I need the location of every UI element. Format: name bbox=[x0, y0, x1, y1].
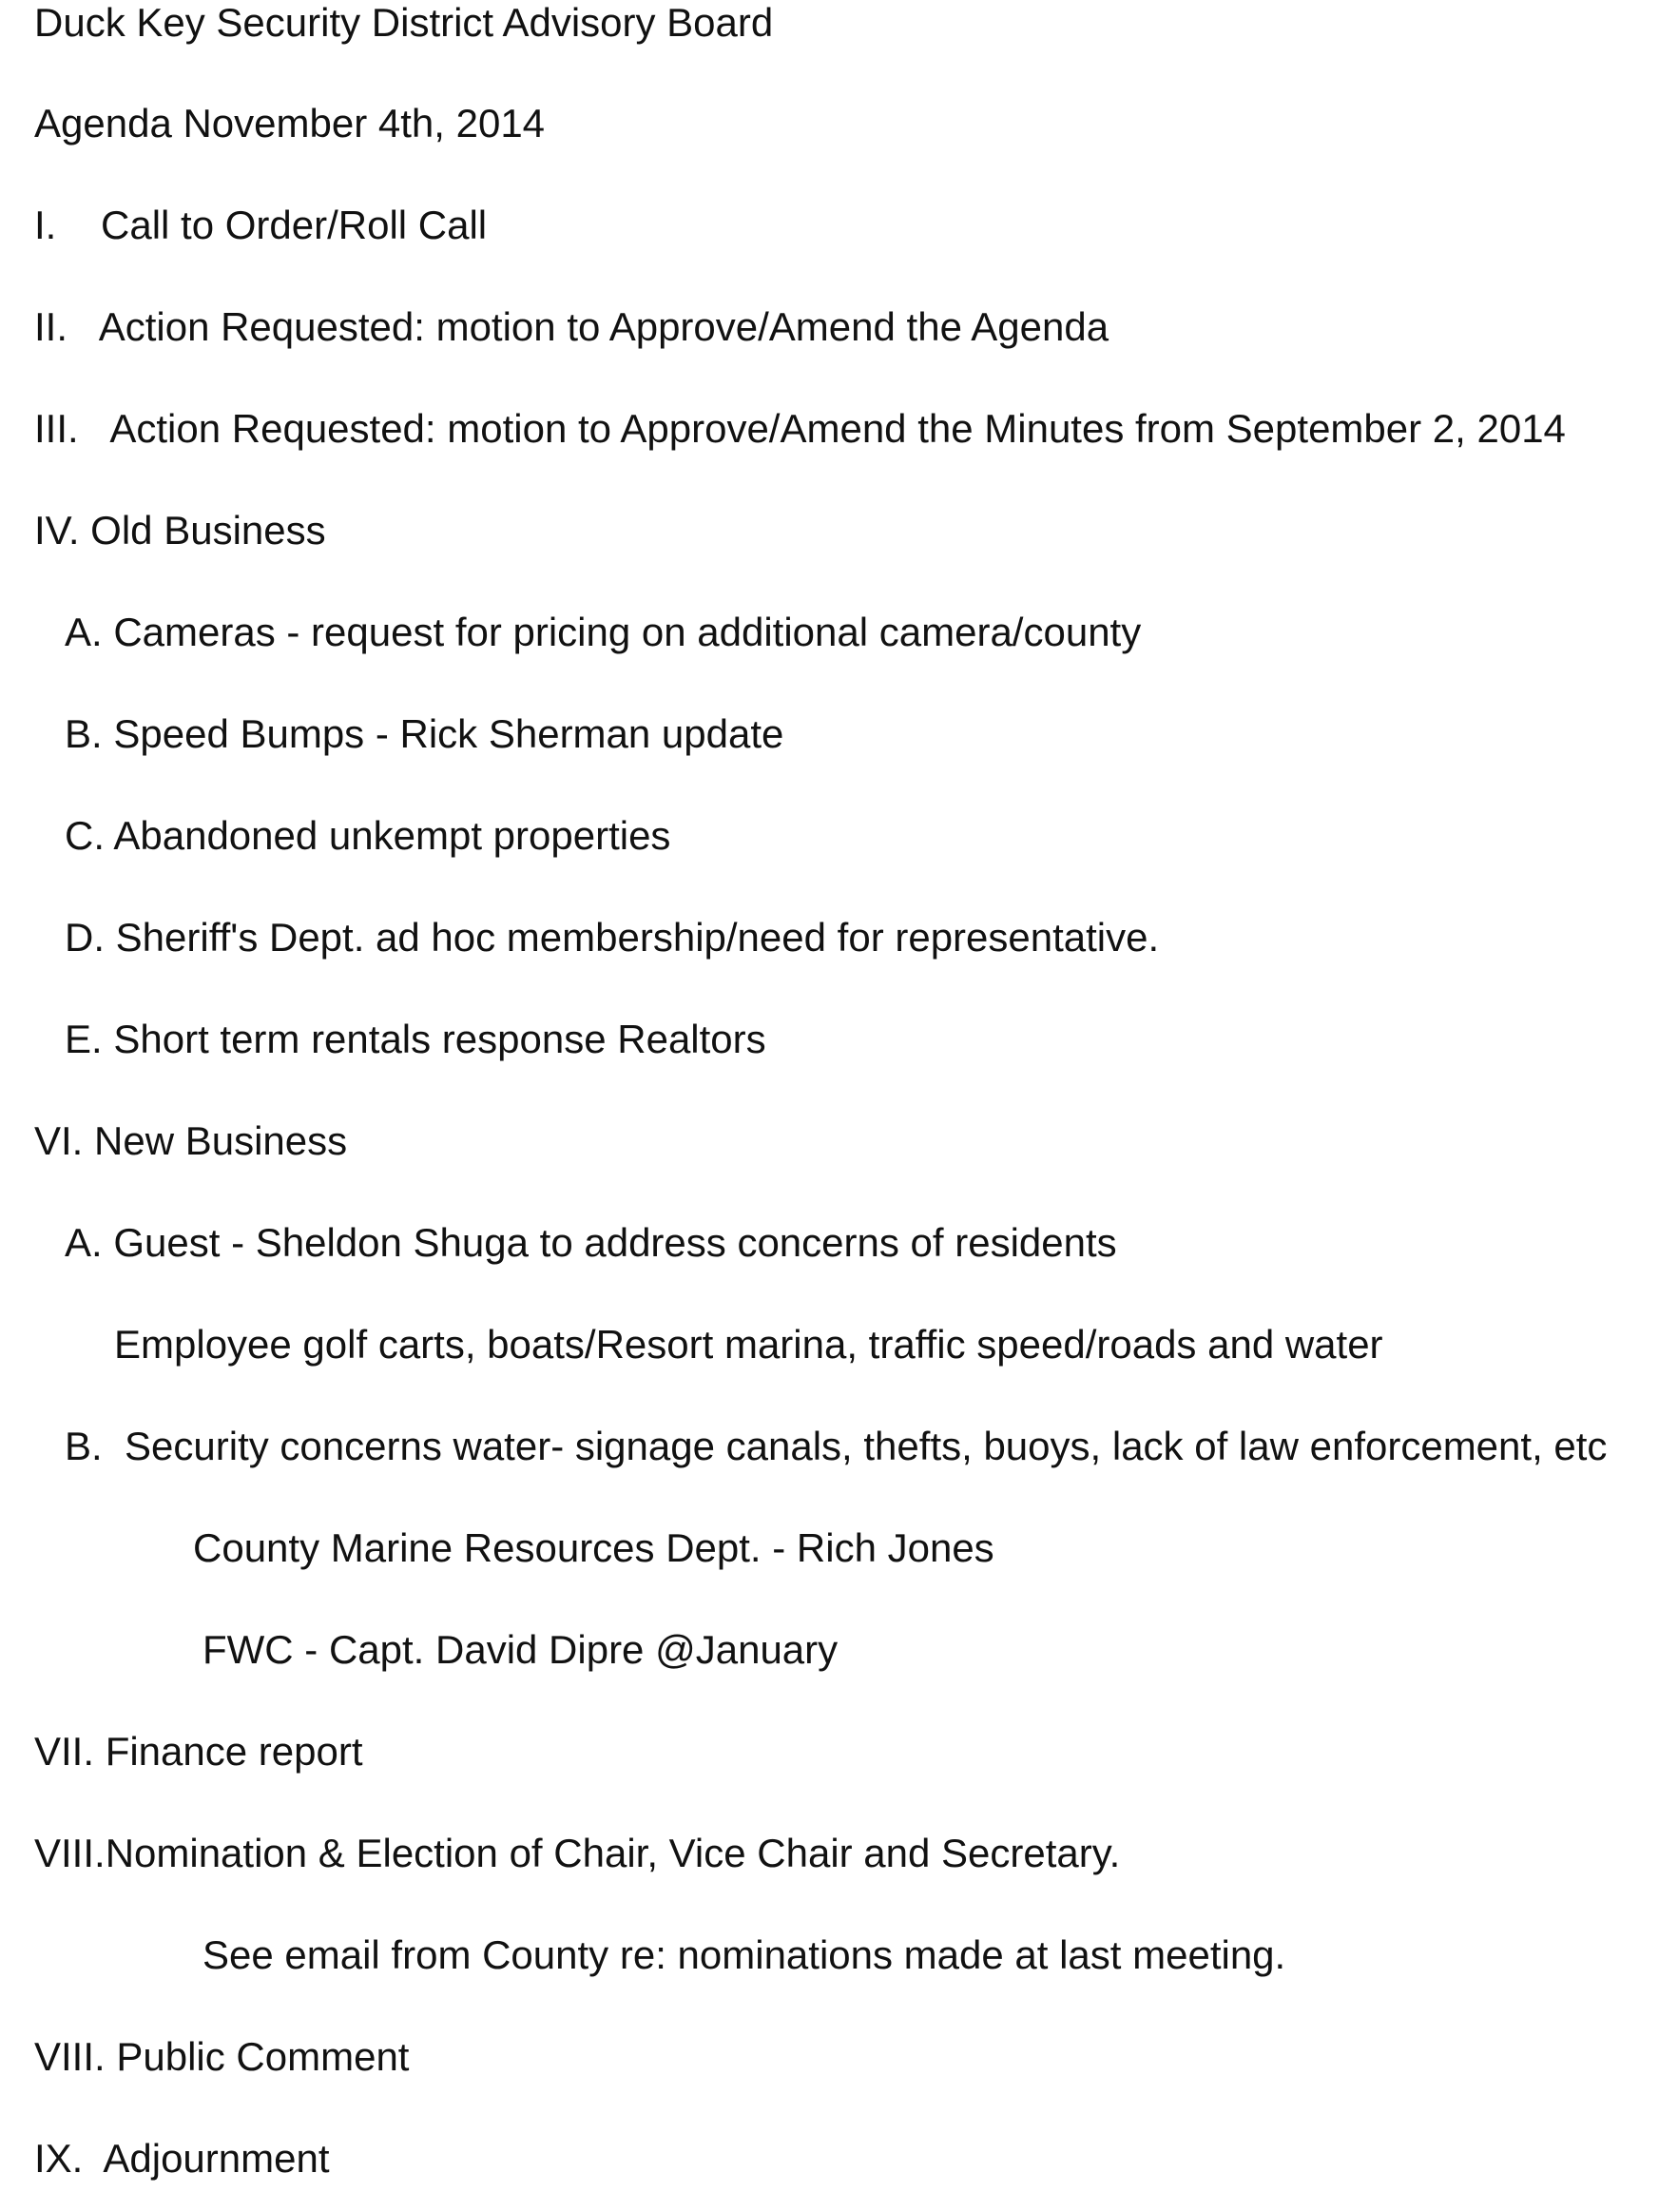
agenda-subitem-iv-a: A. Cameras - request for pricing on additional camera/county bbox=[65, 610, 1142, 654]
agenda-item-vi: VI. New Business bbox=[34, 1118, 348, 1163]
agenda-subitem-iv-e: E. Short term rentals response Realtors bbox=[65, 1017, 766, 1061]
agenda-subitem-iv-c: C. Abandoned unkempt properties bbox=[65, 813, 671, 858]
agenda-item-viii-nomination: VIII.Nomination & Election of Chair, Vice Chair and Secretary. bbox=[34, 1831, 1121, 1875]
agenda-subitem-vi-b: B. Security concerns water- signage canals, thefts, buoys, lack of law enforcement, etc bbox=[65, 1424, 1608, 1468]
agenda-item-i: I. Call to Order/Roll Call bbox=[34, 203, 488, 247]
agenda-item-iii: III. Action Requested: motion to Approve/Amend the Minutes from September 2, 2014 bbox=[34, 406, 1566, 451]
agenda-subitem-iv-b: B. Speed Bumps - Rick Sherman update bbox=[65, 711, 784, 756]
agenda-item-viii-detail: See email from County re: nominations made at last meeting. bbox=[203, 1932, 1286, 1977]
document-title: Duck Key Security District Advisory Board bbox=[34, 0, 774, 45]
agenda-subitem-vi-b-detail-1: County Marine Resources Dept. - Rich Jones bbox=[193, 1525, 994, 1570]
agenda-item-viii-public-comment: VIII. Public Comment bbox=[34, 2034, 410, 2079]
agenda-item-ii: II. Action Requested: motion to Approve/Amend the Agenda bbox=[34, 304, 1109, 349]
agenda-item-iv: IV. Old Business bbox=[34, 508, 326, 553]
agenda-item-vii: VII. Finance report bbox=[34, 1729, 363, 1774]
agenda-subitem-iv-d: D. Sheriff's Dept. ad hoc membership/need for representative. bbox=[65, 915, 1160, 960]
agenda-subitem-vi-b-detail-2: FWC - Capt. David Dipre @January bbox=[203, 1627, 839, 1672]
agenda-subitem-vi-a: A. Guest - Sheldon Shuga to address concerns of residents bbox=[65, 1220, 1117, 1265]
agenda-subitem-vi-a-detail: Employee golf carts, boats/Resort marina, traffic speed/roads and water bbox=[114, 1322, 1383, 1367]
agenda-item-ix: IX. Adjournment bbox=[34, 2136, 330, 2181]
agenda-date: Agenda November 4th, 2014 bbox=[34, 101, 546, 146]
